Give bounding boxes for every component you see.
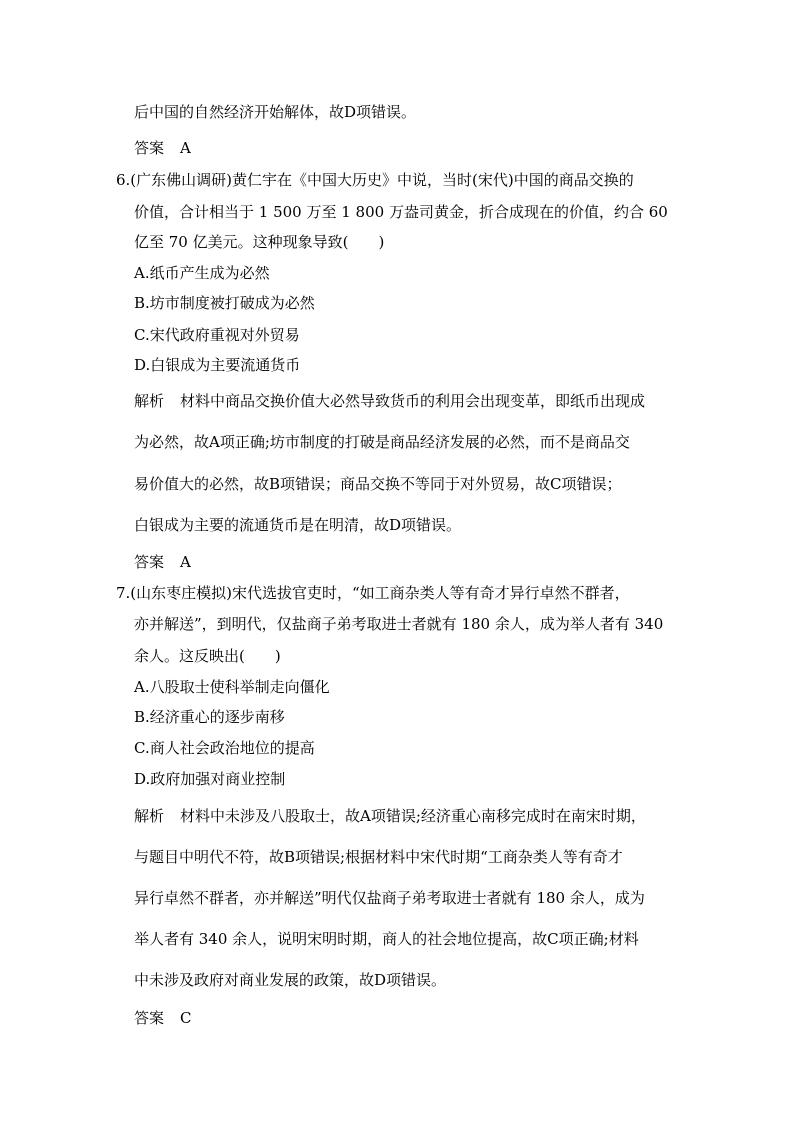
analysis-label: 解析 [134, 807, 165, 825]
q6-analysis-line-1 [134, 391, 645, 411]
q7-analysis-line-1 [134, 806, 646, 826]
continuation-text: 后中国的自然经济开始解体，故D项错误。 [134, 103, 417, 121]
q7-answer [134, 1008, 192, 1028]
analysis-text: 材料中商品交换价值大必然导致货币的利用会出现变革，即纸币出现成 [180, 392, 646, 410]
q6-stem-line-1: 6.(广东佛山调研)黄仁宇在《中国大历史》中说，当时(宋代)中国的商品交换的 [116, 171, 634, 189]
q6-stem-line-2: 价值，合计相当于 1 500 万至 1 800 万盎司黄金，折合成现在的价值，约合 60 [134, 203, 668, 221]
answer-value: A [180, 553, 191, 571]
q7-stem-line-1: 7.(山东枣庄模拟)宋代选拔官吏时，“如工商杂类人等有奇才异行卓然不群者， [116, 584, 630, 602]
answer-label: 答案 [134, 1009, 165, 1027]
q6-option-d: D.白银成为主要流通货币 [134, 356, 301, 374]
q6-stem-line-3: 亿至 70 亿美元。这种现象导致( ) [134, 233, 385, 251]
q7-option-c: C.商人社会政治地位的提高 [134, 739, 315, 757]
answer-label: 答案 [134, 553, 165, 571]
answer-value: A [180, 139, 191, 157]
q6-option-c: C.宋代政府重视对外贸易 [134, 326, 300, 344]
q7-analysis-line-2: 与题目中明代不符，故B项错误;根据材料中宋代时期“工商杂类人等有奇才 [134, 848, 623, 866]
q7-analysis-line-3: 异行卓然不群者，亦并解送”明代仅盐商子弟考取进士者就有 180 余人，成为 [134, 889, 645, 907]
analysis-text: 材料中未涉及八股取士，故A项错误;经济重心南移完成时在南宋时期， [180, 807, 646, 825]
q7-analysis-line-4: 举人者有 340 余人，说明宋明时期，商人的社会地位提高，故C项正确;材料 [134, 930, 639, 948]
q6-analysis-line-4: 白银成为主要的流通货币是在明清，故D项错误。 [134, 516, 462, 534]
answer-label: 答案 [134, 139, 165, 157]
answer-prev [134, 138, 191, 158]
q7-analysis-line-5: 中未涉及政府对商业发展的政策，故D项错误。 [134, 971, 447, 989]
q6-answer [134, 552, 191, 572]
q6-analysis-line-3: 易价值大的必然，故B项错误；商品交换不等同于对外贸易，故C项错误； [134, 475, 622, 493]
analysis-label: 解析 [134, 392, 165, 410]
q6-option-b: B.坊市制度被打破成为必然 [134, 294, 315, 312]
q6-option-a: A.纸币产生成为必然 [134, 264, 270, 282]
q6-analysis-line-2: 为必然，故A项正确;坊市制度的打破是商品经济发展的必然，而不是商品交 [134, 433, 630, 451]
q7-option-b: B.经济重心的逐步南移 [134, 708, 285, 726]
q7-stem-line-2: 亦并解送”，到明代，仅盐商子弟考取进士者就有 180 余人，成为举人者有 340 [134, 615, 664, 633]
q7-option-d: D.政府加强对商业控制 [134, 770, 286, 788]
q7-option-a: A.八股取士使科举制走向僵化 [134, 678, 330, 696]
q7-stem-line-3: 余人。这反映出( ) [134, 647, 281, 665]
answer-value: C [180, 1009, 192, 1027]
